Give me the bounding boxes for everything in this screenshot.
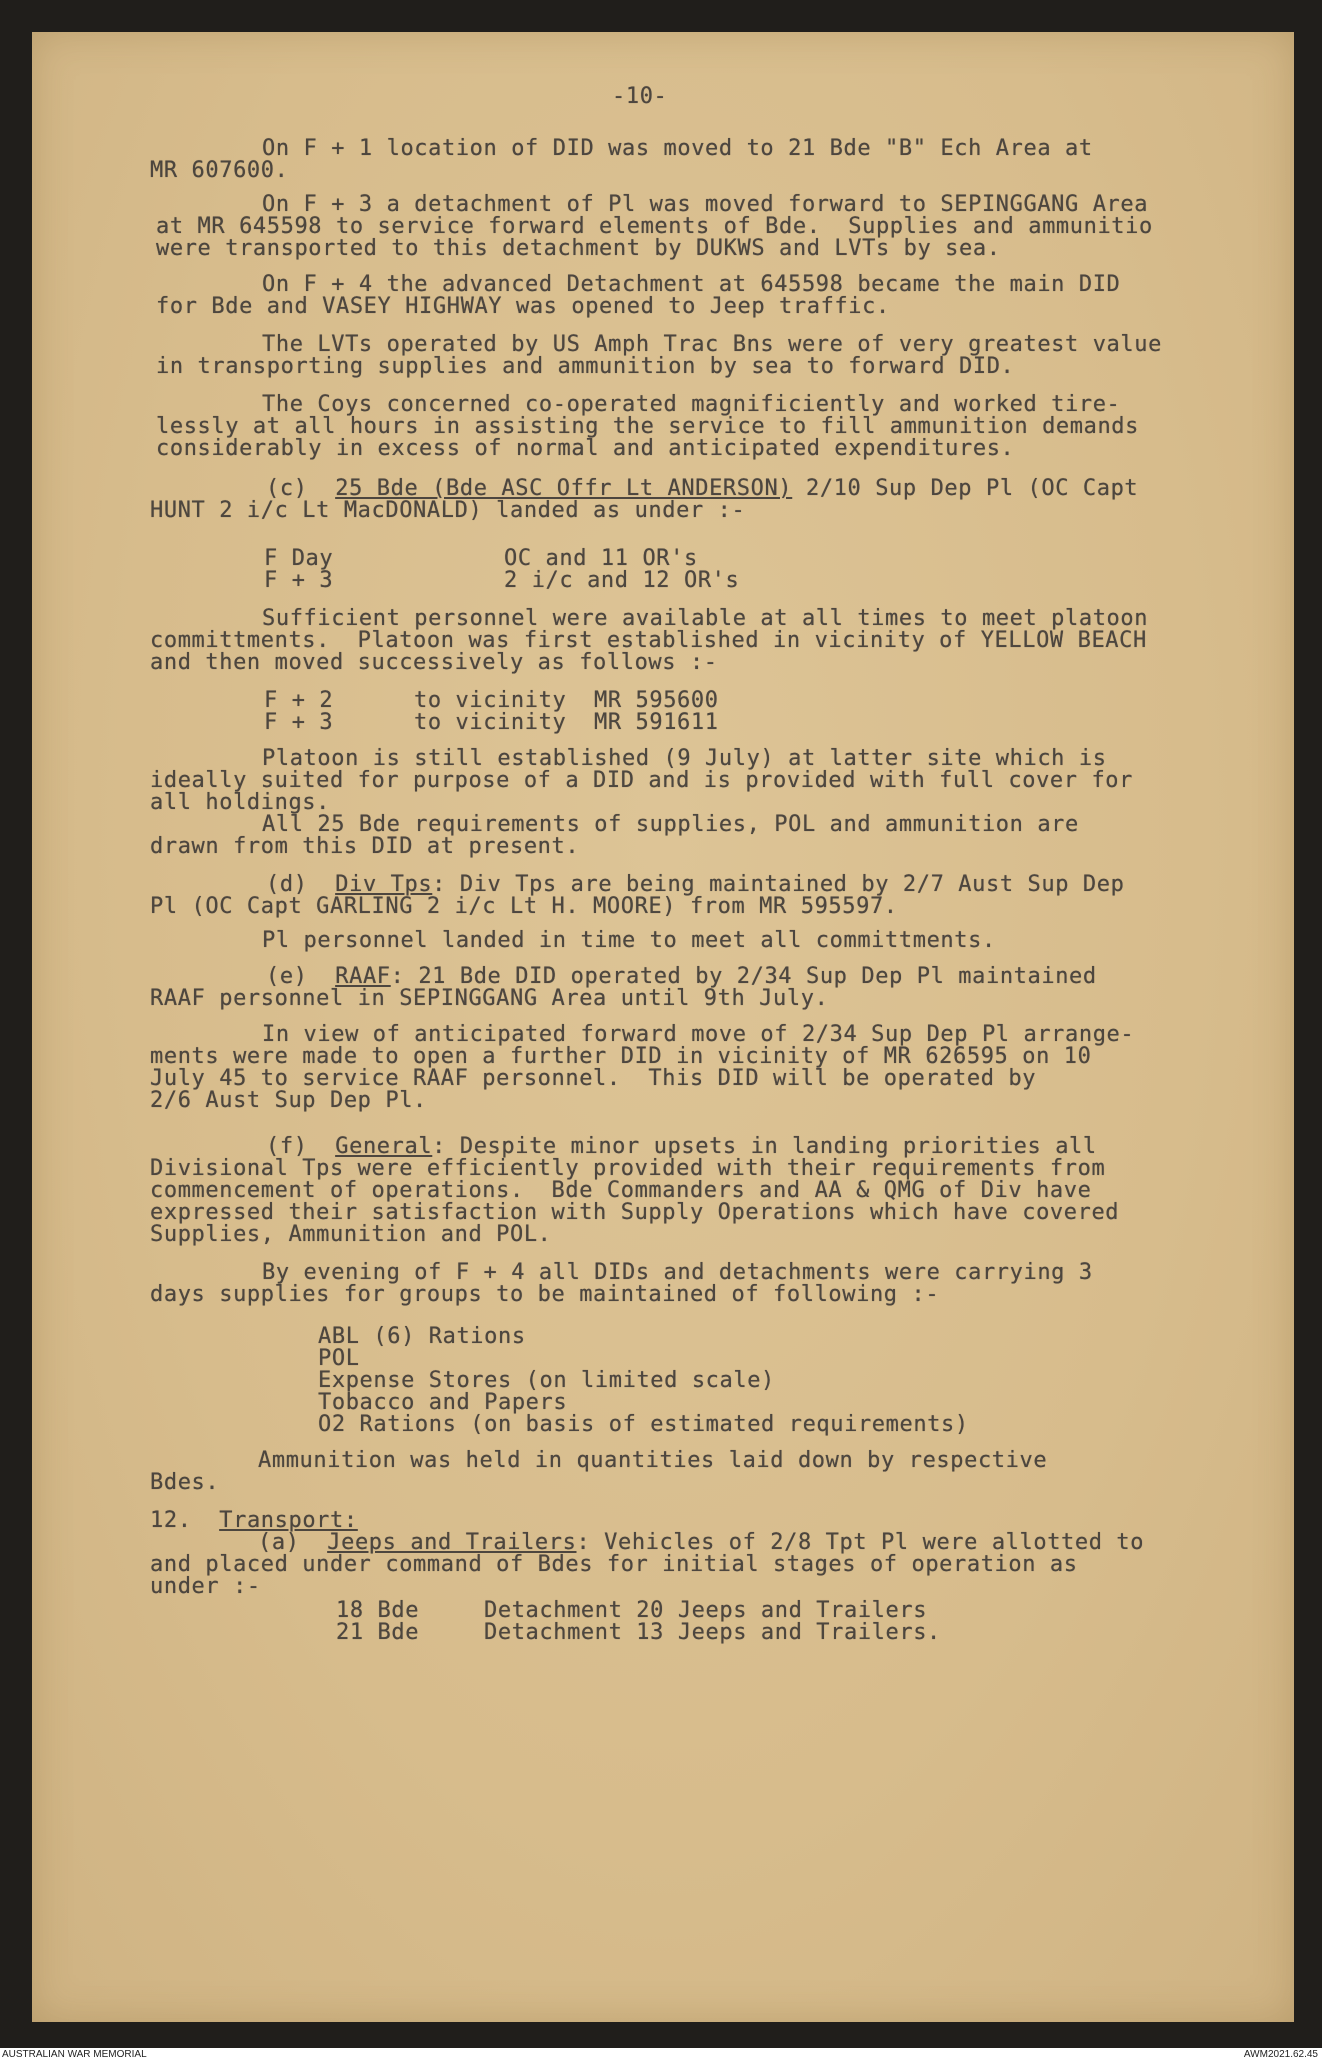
text-line: On F + 3 a detachment of Pl was moved forward to SEPINGGANG Area — [262, 192, 1149, 217]
text-line: ments were made to open a further DID in vicinity of MR 626595 on 10 — [150, 1044, 1092, 1069]
text-line: Pl (OC Capt GARLING 2 i/c Lt H. MOORE) from MR 595597. — [150, 894, 898, 919]
text-line: and placed under command of Bdes for initial stages of operation as — [150, 1552, 1078, 1577]
para-text: : Vehicles of 2/8 Tpt Pl were allotted to — [576, 1530, 1145, 1555]
text-line: expressed their satisfaction with Supply Operations which have covered — [150, 1200, 1120, 1225]
text-line: HUNT 2 i/c Lt MacDONALD) landed as under :- — [150, 498, 746, 523]
text-line: On F + 4 the advanced Detachment at 645598 became the main DID — [262, 272, 1121, 297]
para-text: : 21 Bde DID operated by 2/34 Sup Dep Pl maintained — [390, 964, 1097, 989]
para-label: (c) — [266, 476, 308, 501]
table-cell: OC and 11 OR's — [504, 546, 698, 571]
text-line: Divisional Tps were efficiently provided with their requirements from — [150, 1156, 1106, 1181]
text-line: drawn from this DID at present. — [150, 834, 580, 859]
table-cell: F + 3 — [264, 710, 334, 735]
list-item: ABL (6) Rations — [318, 1324, 526, 1349]
list-item: Tobacco and Papers — [318, 1390, 568, 1415]
para-label: (a) — [258, 1530, 300, 1555]
section-number: 12. — [150, 1508, 192, 1533]
table-cell: Detachment 20 Jeeps and Trailers — [484, 1598, 928, 1623]
para-heading: RAAF — [335, 964, 391, 989]
text-line: commencement of operations. Bde Commanders and AA & QMG of Div have — [150, 1178, 1092, 1203]
text-line: lessly at all hours in assisting the service to fill ammunition demands — [156, 414, 1140, 439]
text-line: All 25 Bde requirements of supplies, POL and ammunition are — [262, 812, 1079, 837]
table-cell: 18 Bde — [336, 1598, 420, 1623]
table-cell: F Day — [264, 546, 334, 571]
table-cell: 2 i/c and 12 OR's — [504, 568, 740, 593]
text-line: The LVTs operated by US Amph Trac Bns were of very greatest value — [262, 332, 1162, 357]
para-text: : Div Tps are being maintained by 2/7 Aust Sup Dep — [432, 872, 1125, 897]
list-item: POL — [318, 1346, 360, 1371]
para-heading: 25 Bde (Bde ASC Offr Lt ANDERSON) — [335, 476, 793, 501]
text-line: Sufficient personnel were available at all times to meet platoon — [262, 606, 1149, 631]
text-line: Ammunition was held in quantities laid down by respective — [258, 1448, 1048, 1473]
text-line: Supplies, Ammunition and POL. — [150, 1222, 552, 1247]
table-cell: 21 Bde — [336, 1620, 420, 1645]
section-title: Transport: — [219, 1508, 358, 1533]
text-line: under :- — [150, 1574, 261, 1599]
text-line: In view of anticipated forward move of 2/34 Sup Dep Pl arrange- — [262, 1022, 1135, 1047]
para-heading: Div Tps — [335, 872, 433, 897]
text-line: On F + 1 location of DID was moved to 21 Bde "B" Ech Area at — [262, 136, 1093, 161]
list-item: O2 Rations (on basis of estimated requirements) — [318, 1412, 969, 1437]
text-line: and then moved successively as follows :- — [150, 650, 718, 675]
text-line: Pl personnel landed in time to meet all committments. — [262, 928, 996, 953]
text-line: for Bde and VASEY HIGHWAY was opened to Jeep traffic. — [156, 294, 890, 319]
para-text: 2/10 Sup Dep Pl (OC Capt — [792, 476, 1139, 501]
text-line: committments. Platoon was first established in vicinity of YELLOW BEACH — [150, 628, 1147, 653]
text-line: July 45 to service RAAF personnel. This DID will be operated by — [150, 1066, 1037, 1091]
text-line: all holdings. — [150, 790, 330, 815]
para-label: (d) — [266, 872, 308, 897]
para-label: (f) — [266, 1134, 308, 1159]
footer-accession-number: AWM2021.62.45 — [1243, 2049, 1318, 2060]
footer-source: AUSTRALIAN WAR MEMORIAL — [2, 2049, 147, 2060]
text-line: days supplies for groups to be maintained of following :- — [150, 1282, 940, 1307]
text-line: RAAF personnel in SEPINGGANG Area until 9th July. — [150, 986, 829, 1011]
para-heading: Jeeps and Trailers — [327, 1530, 577, 1555]
text-line: Bdes. — [150, 1470, 220, 1495]
list-item: Expense Stores (on limited scale) — [318, 1368, 775, 1393]
text-line: were transported to this detachment by DUKWS and LVTs by sea. — [156, 236, 1001, 261]
text-line: at MR 645598 to service forward elements of Bde. Supplies and ammunitio — [156, 214, 1153, 239]
para-label: (e) — [266, 964, 308, 989]
table-cell: to vicinity MR 595600 — [414, 688, 719, 713]
text-line: considerably in excess of normal and anticipated expenditures. — [156, 436, 1015, 461]
table-cell: to vicinity MR 591611 — [414, 710, 719, 735]
text-line: The Coys concerned co-operated magnificiently and worked tire- — [262, 392, 1121, 417]
para-heading: General — [335, 1134, 433, 1159]
para-text: : Despite minor upsets in landing priorities all — [432, 1134, 1097, 1159]
page-number: -10- — [612, 84, 668, 109]
text-line: 2/6 Aust Sup Dep Pl. — [150, 1088, 427, 1113]
footer-bar — [0, 2048, 1322, 2061]
text-line: in transporting supplies and ammunition by sea to forward DID. — [156, 354, 1015, 379]
document-page — [32, 32, 1294, 2022]
text-line: Platoon is still established (9 July) at latter site which is — [262, 746, 1107, 771]
table-cell: F + 3 — [264, 568, 334, 593]
text-line: ideally suited for purpose of a DID and is provided with full cover for — [150, 768, 1134, 793]
table-cell: Detachment 13 Jeeps and Trailers. — [484, 1620, 941, 1645]
table-cell: F + 2 — [264, 688, 334, 713]
text-line: MR 607600. — [150, 158, 289, 183]
text-line: By evening of F + 4 all DIDs and detachments were carrying 3 — [262, 1260, 1093, 1285]
